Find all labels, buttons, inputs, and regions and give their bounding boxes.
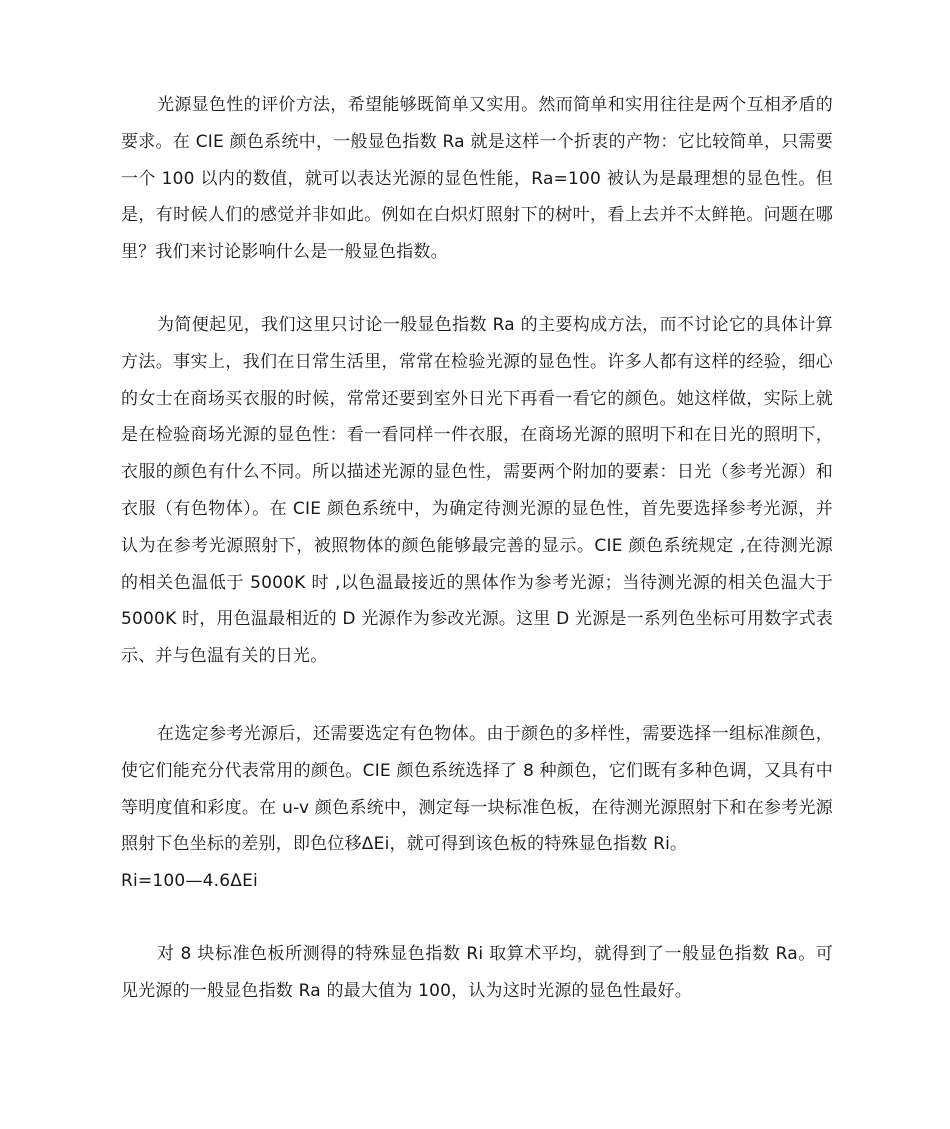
paragraph-reference-source: 为简便起见，我们这里只讨论一般显色指数 Ra 的主要构成方法，而不讨论它的具体计算方法。事实上，我们在日常生活里，常常在检验光源的显色性。许多人都有这样的经验，细心的女士在商场买衣服的时候，常常还要到室外日光下再看一看它的颜色。她这样做，实际上就是在检验商场光源的显色性：看一看同样一件衣服，在商场光源的照明下和在日光的照明下，衣服的颜色有什么不同。所以描述光源的显色性，需要两个附加的要素：日光（参考光源）和衣服（有色物体）。在 CIE 颜色系统中，为确定待测光源的显色性，首先要选择参考光源，并认为在参考光源照射下，被照物体的颜色能够最完善的显示。CIE 颜色系统规定 ,在待测光源的相关色温低于 5000K 时 ,以色温最接近的黑体作为参考光源；当待测光源的相关色温大于 5000K 时，用色温最相近的 D 光源作为参改光源。这里 D 光源是一系列色坐标可用数字式表示、并与色温有关的日光。 [121, 315, 834, 667]
paragraph-color-samples [121, 716, 833, 900]
paragraph-general-index: 对 8 块标准色板所测得的特殊显色指数 Ri 取算术平均，就得到了一般显色指数 Ra。可见光源的一般显色指数 Ra 的最大值为 100，认为这时光源的显色性最好。 [121, 944, 833, 1001]
formula-ri: Ri=100—4.6ΔEi [121, 871, 258, 892]
paragraph-color-samples-text: 在选定参考光源后，还需要选定有色物体。由于颜色的多样性，需要选择一组标准颜色，使它们能充分代表常用的颜色。CIE 颜色系统选择了 8 种颜色，它们既有多种色调，又具有中等明度值和彩度。在 u-v 颜色系统中，测定每一块标准色板，在待测光源照射下和在参考光源照射下色坐标的差别，即色位移ΔEi，就可得到该色板的特殊显色指数 Ri。 [121, 724, 833, 855]
paragraph-intro: 光源显色性的评价方法，希望能够既简单又实用。然而简单和实用往往是两个互相矛盾的要求。在 CIE 颜色系统中，一般显色指数 Ra 就是这样一个折衷的产物：它比较简单，只需要一个 100 以内的数值，就可以表达光源的显色性能，Ra=100 被认为是最理想的显色性。但是，有时候人们的感觉并非如此。例如在白炽灯照射下的树叶，看上去并不太鲜艳。问题在哪里？我们来讨论影响什么是一般显色指数。 [121, 95, 833, 263]
